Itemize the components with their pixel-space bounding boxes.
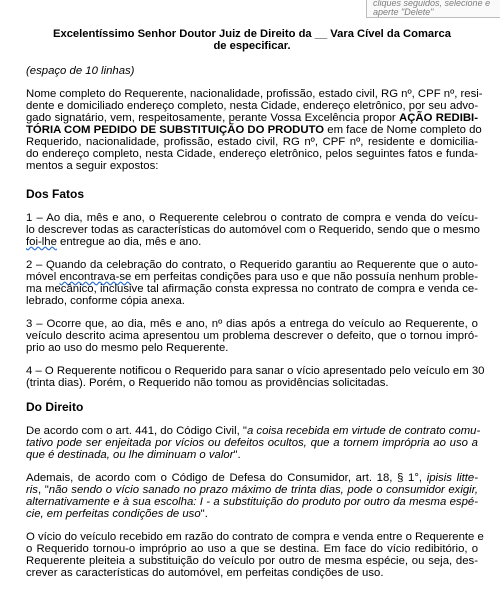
title-line: Excelentíssimo Senhor Doutor Juiz de Direito da __ Vara Cível da Comarca: [53, 28, 451, 40]
facts-paragraph-4: 4 – O Requerente notificou o Requerido para sanar o vício apresentado pelo veículo em 30 (trinta dias). Porém, o Requerido não tomou as providências solicitadas.: [26, 365, 485, 389]
document-page: [26, 28, 485, 590]
law-paragraph-1: De acordo com o art. 441, do Código Civil, "a coisa recebida em virtude de contrato comu- tativo pode ser enjeitada por vícios ou defeitos ocultos, que a tornem imprópria ao uso a que é destinada, ou lhe diminuam o valor".: [26, 425, 481, 461]
law-paragraph-3: O vício do veículo recebido em razão do contrato de compra e venda entre o Requerente e o Requerido tornou-o impróprio ao uso a que se destina. Em face do vício redibitório, o Requerente pleiteia a substituição do veículo por outro de mesma espécie, ou seja, des- crever as características do automóvel, em perfeitas condições de uso.: [26, 531, 484, 579]
intro-paragraph: Nome completo do Requerente, nacionalidade, profissão, estado civil, RG nº, CPF nº, resi- dente e domiciliado endereço completo, nesta Cidade, endereço eletrônico, por seu advo- gado signatário, vem, respeitosamente, perante Vossa Excelência propor AÇÃO REDIBI- TÓRIA COM PEDIDO DE SUBSTITUIÇÃO DO PRODUTO em face de Nome completo do Requerido, nacionalidade, profissão, estado civil, RG nº, CPF nº, residente e domicilia- do endereço completo, nesta Cidade, endereço eletrônico, pelos seguintes fatos e funda- mentos a seguir expostos:: [26, 88, 483, 172]
title-line: de especificar.: [213, 40, 291, 52]
facts-paragraph-2: 2 – Quando da celebração do contrato, o Requerido garantiu ao Requerente que o auto- móvel encontrava-se em perfeitas condições para uso e que não possuía nenhum proble- ma mecânico, inclusive tal afirmação consta expressa no contrato de compra e venda ce- lebrado, conforme cópia anexa.: [26, 259, 478, 307]
facts-paragraph-3: 3 – Ocorre que, ao dia, mês e ano, nº dias após a entrega do veículo ao Requerente, o veículo descrito acima apresentou um problema descrever o defeito, que o tornou impró- prio ao uso do mesmo pelo Requerente.: [26, 318, 478, 354]
document-title: [26, 28, 478, 52]
law-paragraph-2: Ademais, de acordo com o Código de Defesa do Consumidor, art. 18, § 1°, ipisis litte- ris, "não sendo o vício sanado no prazo máximo de trinta dias, pode o consumidor exigir, alternativamente e à sua escolha: I - a substituição do produto por outro da mesma espé- cie, em perfeitas condições de uso".: [26, 472, 478, 520]
facts-heading: Dos Fatos: [26, 187, 85, 201]
facts-paragraph-1: 1 – Ao dia, mês e ano, o Requerente celebrou o contrato de compra e venda do veícu- lo descrever todas as características do automóvel com o Requerido, sendo que o mesmo foi-lhe entregue ao dia, mês e ano.: [26, 212, 480, 248]
tooltip-line: cliques seguidos, selecione e: [373, 0, 491, 8]
tooltip-line: aperte "Delete": [373, 7, 434, 17]
spacing-note: (espaço de 10 linhas): [26, 65, 135, 77]
law-heading: Do Direito: [26, 400, 84, 414]
edit-hint-tooltip: [366, 0, 500, 18]
